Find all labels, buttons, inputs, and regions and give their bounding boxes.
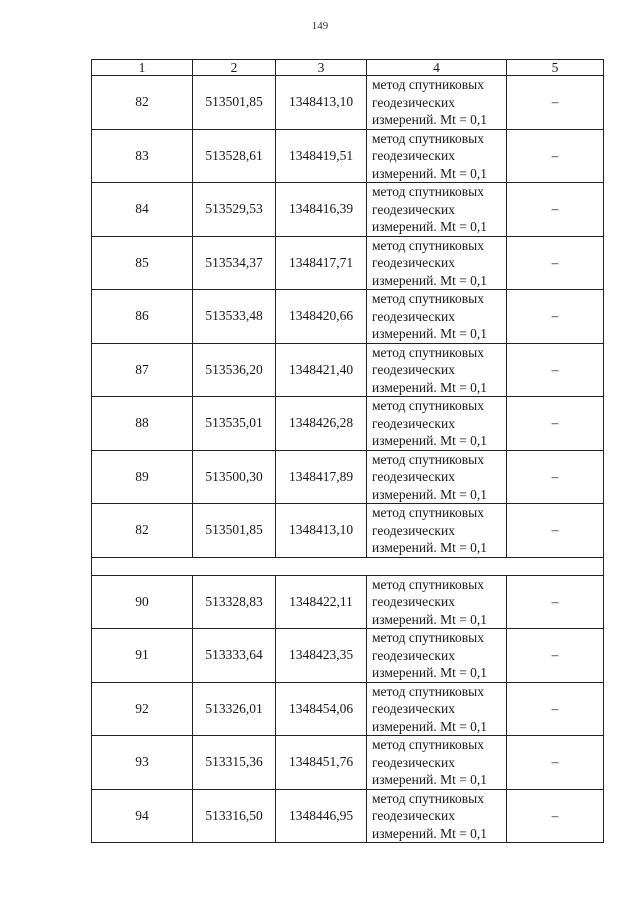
note-cell: –: [507, 575, 604, 629]
method-line: метод спутниковых: [372, 130, 484, 146]
x-coordinate-cell: 513536,20: [193, 343, 276, 397]
method-line: измерений. Mt = 0,1: [372, 165, 488, 181]
x-coordinate-cell: 513535,01: [193, 397, 276, 451]
method-line: метод спутниковых: [372, 344, 484, 360]
method-line: измерений. Mt = 0,1: [372, 272, 488, 288]
header-col-2: 2: [193, 60, 276, 76]
method-cell: [367, 450, 507, 504]
method-line: измерений. Mt = 0,1: [372, 112, 488, 127]
point-number-cell: 90: [92, 575, 193, 629]
point-number-cell: 82: [92, 504, 193, 558]
method-line: геодезических: [372, 701, 455, 716]
method-cell: [367, 183, 507, 237]
y-coordinate-cell: 1348413,10: [276, 76, 367, 130]
x-coordinate-cell: 513316,50: [193, 789, 276, 843]
method-line: метод спутниковых: [372, 505, 484, 520]
method-line: геодезических: [372, 522, 455, 538]
method-line: метод спутниковых: [372, 398, 484, 413]
page-number: 149: [311, 20, 329, 32]
table-row: [92, 343, 604, 397]
method-cell: [367, 789, 507, 843]
method-line: измерений. Mt = 0,1: [372, 540, 488, 555]
note-cell: –: [507, 789, 604, 843]
header-col-1: 1: [92, 60, 193, 76]
x-coordinate-cell: 513534,37: [193, 236, 276, 290]
method-line: геодезических: [372, 201, 455, 217]
point-number-cell: 85: [92, 236, 193, 290]
note-cell: –: [507, 290, 604, 344]
method-line: геодезических: [372, 469, 455, 484]
method-cell: [367, 682, 507, 736]
method-line: измерений. Mt = 0,1: [372, 772, 488, 787]
method-cell: [367, 290, 507, 344]
method-line: метод спутниковых: [372, 291, 484, 306]
method-line: измерений. Mt = 0,1: [372, 486, 488, 502]
x-coordinate-cell: 513533,48: [193, 290, 276, 344]
y-coordinate-cell: 1348413,10: [276, 504, 367, 558]
method-line: измерений. Mt = 0,1: [372, 219, 488, 234]
method-line: метод спутниковых: [372, 184, 484, 199]
point-number-cell: 83: [92, 129, 193, 183]
table-row: [92, 397, 604, 451]
method-line: измерений. Mt = 0,1: [372, 825, 488, 841]
method-line: геодезических: [372, 754, 455, 770]
method-line: метод спутниковых: [372, 576, 484, 592]
note-cell: –: [507, 504, 604, 558]
y-coordinate-cell: 1348426,28: [276, 397, 367, 451]
table-body: [92, 76, 604, 843]
y-coordinate-cell: 1348421,40: [276, 343, 367, 397]
method-line: метод спутниковых: [372, 451, 484, 467]
table-row: [92, 575, 604, 629]
method-line: геодезических: [372, 415, 455, 431]
method-cell: [367, 629, 507, 683]
x-coordinate-cell: 513528,61: [193, 129, 276, 183]
x-coordinate-cell: 513500,30: [193, 450, 276, 504]
x-coordinate-cell: 513501,85: [193, 504, 276, 558]
header-col-4: 4: [367, 60, 507, 76]
method-line: геодезических: [372, 94, 455, 110]
method-line: геодезических: [372, 647, 455, 663]
table-row: [92, 789, 604, 843]
y-coordinate-cell: 1348420,66: [276, 290, 367, 344]
method-line: геодезических: [372, 362, 455, 377]
x-coordinate-cell: 513501,85: [193, 76, 276, 130]
table-row: [92, 682, 604, 736]
method-cell: [367, 736, 507, 790]
method-line: метод спутниковых: [372, 737, 484, 752]
y-coordinate-cell: 1348422,11: [276, 575, 367, 629]
table-row: [92, 736, 604, 790]
method-cell: [367, 504, 507, 558]
y-coordinate-cell: 1348416,39: [276, 183, 367, 237]
method-line: измерений. Mt = 0,1: [372, 611, 488, 627]
method-line: измерений. Mt = 0,1: [372, 433, 488, 448]
method-line: метод спутниковых: [372, 790, 484, 806]
note-cell: –: [507, 183, 604, 237]
y-coordinate-cell: 1348419,51: [276, 129, 367, 183]
table-row: [92, 290, 604, 344]
note-cell: –: [507, 343, 604, 397]
note-cell: –: [507, 736, 604, 790]
y-coordinate-cell: 1348451,76: [276, 736, 367, 790]
note-cell: –: [507, 129, 604, 183]
table-row: [92, 504, 604, 558]
y-coordinate-cell: 1348454,06: [276, 682, 367, 736]
method-line: метод спутниковых: [372, 237, 484, 253]
table-row: [92, 450, 604, 504]
point-number-cell: 94: [92, 789, 193, 843]
method-line: геодезических: [372, 308, 455, 324]
point-number-cell: 89: [92, 450, 193, 504]
note-cell: –: [507, 397, 604, 451]
method-line: измерений. Mt = 0,1: [372, 718, 488, 734]
section-separator-cell: [92, 557, 604, 575]
point-number-cell: 87: [92, 343, 193, 397]
x-coordinate-cell: 513328,83: [193, 575, 276, 629]
method-cell: [367, 397, 507, 451]
note-cell: –: [507, 682, 604, 736]
y-coordinate-cell: 1348417,89: [276, 450, 367, 504]
method-cell: [367, 343, 507, 397]
method-line: измерений. Mt = 0,1: [372, 326, 488, 341]
coordinates-table: [91, 59, 604, 843]
note-cell: –: [507, 236, 604, 290]
x-coordinate-cell: 513326,01: [193, 682, 276, 736]
method-cell: [367, 129, 507, 183]
header-col-3: 3: [276, 60, 367, 76]
method-line: измерений. Mt = 0,1: [372, 665, 488, 680]
note-cell: –: [507, 450, 604, 504]
table-row: [92, 76, 604, 130]
point-number-cell: 88: [92, 397, 193, 451]
method-line: геодезических: [372, 808, 455, 823]
note-cell: –: [507, 629, 604, 683]
method-line: геодезических: [372, 255, 455, 270]
method-line: метод спутниковых: [372, 683, 484, 699]
method-line: геодезических: [372, 148, 455, 163]
method-line: геодезических: [372, 594, 455, 609]
y-coordinate-cell: 1348446,95: [276, 789, 367, 843]
method-cell: [367, 575, 507, 629]
method-line: метод спутниковых: [372, 77, 484, 92]
point-number-cell: 91: [92, 629, 193, 683]
table-row: [92, 629, 604, 683]
point-number-cell: 92: [92, 682, 193, 736]
point-number-cell: 93: [92, 736, 193, 790]
y-coordinate-cell: 1348423,35: [276, 629, 367, 683]
table-row: [92, 129, 604, 183]
note-cell: –: [507, 76, 604, 130]
method-cell: [367, 236, 507, 290]
method-line: измерений. Mt = 0,1: [372, 379, 488, 395]
header-row: [92, 60, 604, 76]
table-row: [92, 183, 604, 237]
point-number-cell: 82: [92, 76, 193, 130]
x-coordinate-cell: 513333,64: [193, 629, 276, 683]
x-coordinate-cell: 513315,36: [193, 736, 276, 790]
section-separator-row: [92, 557, 604, 575]
header-col-5: 5: [507, 60, 604, 76]
table-row: [92, 236, 604, 290]
point-number-cell: 86: [92, 290, 193, 344]
x-coordinate-cell: 513529,53: [193, 183, 276, 237]
y-coordinate-cell: 1348417,71: [276, 236, 367, 290]
point-number-cell: 84: [92, 183, 193, 237]
table-header: [92, 60, 604, 76]
method-cell: [367, 76, 507, 130]
method-line: метод спутниковых: [372, 630, 484, 645]
